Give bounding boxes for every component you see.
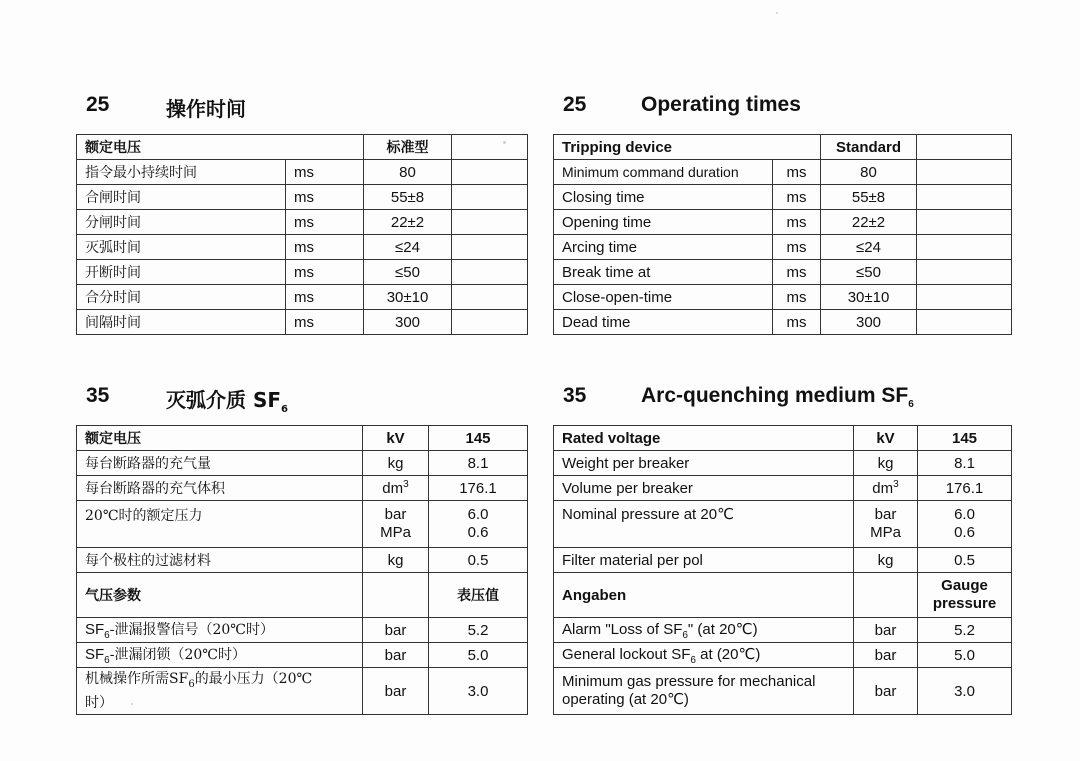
table-header-label: Tripping device [554,135,821,160]
table-cell-extra [452,235,528,260]
row-value: 300 [821,310,917,335]
row-label: Weight per breaker [554,451,854,476]
row-label: Break time at [554,260,773,285]
table-row [554,501,1012,548]
table-row [554,548,1012,573]
row-label: 气压参数 [77,573,363,618]
section-title-subscript: 6 [281,404,288,415]
section-title [166,384,288,415]
row-unit: bar [854,668,918,715]
unit-line: bar [384,506,407,523]
table-row [554,643,1012,668]
section-title [641,384,914,410]
row-label: 额定电压 [77,426,363,451]
unit-text: dm [382,480,404,497]
unit-text: dm [872,480,894,497]
table-row [554,476,1012,501]
unit-line: MPa [870,524,901,541]
row-unit: ms [773,185,821,210]
table-cell-extra [917,260,1012,285]
row-unit: ms [773,285,821,310]
table-row [554,285,1012,310]
label-post: -泄漏报警信号（20℃时） [109,622,274,639]
table-row [77,548,528,573]
table-row [77,501,528,548]
table-header-row [77,426,528,451]
label-pre: SF [85,621,105,639]
row-unit: kg [363,548,429,573]
section-35-cn-heading [86,384,288,415]
table-cell-extra [452,285,528,310]
row-label: Arcing time [554,235,773,260]
table-row [77,668,528,715]
table-cell-extra [917,210,1012,235]
section-title: 操作时间 [166,97,246,121]
row-unit: ms [286,185,364,210]
row-label: Nominal pressure at 20℃ [554,501,854,548]
label-pre: 机械操作所需SF [85,671,189,688]
row-label [554,618,854,643]
row-value: 80 [821,160,917,185]
row-value: ≤24 [364,235,452,260]
row-label [554,668,854,715]
row-label: 20℃时的额定压力 [77,501,363,548]
label-pre: Alarm "Loss of SF [562,620,683,638]
label-post: -泄漏闭锁（20℃时） [109,647,246,664]
table-cell-extra [452,185,528,210]
row-unit: bar [363,618,429,643]
value-line: Gauge [941,577,988,594]
row-label: 每个极柱的过滤材料 [77,548,363,573]
section-25-cn-heading [86,93,246,121]
label-subscript: 6 [104,629,110,641]
row-value: 22±2 [821,210,917,235]
row-value: 8.1 [918,451,1012,476]
row-unit [854,573,918,618]
label-pre: SF [85,646,105,664]
row-unit: ms [773,310,821,335]
label-post: at (20℃) [695,645,761,663]
table-section-row [77,573,528,618]
table-row [77,185,528,210]
table-cell-extra [917,185,1012,210]
table-row [77,260,528,285]
table-cell-extra [452,260,528,285]
label-subscript: 6 [690,654,696,666]
row-unit: ms [286,285,364,310]
row-label: Rated voltage [554,426,854,451]
table-row [554,668,1012,715]
value-line: 0.6 [954,524,975,541]
row-unit: ms [286,210,364,235]
row-label: 每台断路器的充气体积 [77,476,363,501]
label-subscript: 6 [682,629,688,641]
row-value: 30±10 [364,285,452,310]
table-cell-extra [917,310,1012,335]
table-row [77,310,528,335]
table-section-row [554,573,1012,618]
section-number: 25 [86,93,110,116]
row-label: 间隔时间 [77,310,286,335]
sf6-table-en [553,425,1012,715]
row-value: 30±10 [821,285,917,310]
row-label [77,668,363,715]
row-unit: ms [286,310,364,335]
row-unit: bar [854,618,918,643]
row-value: 3.0 [918,668,1012,715]
row-value: ≤24 [821,235,917,260]
value-line: 6.0 [467,506,489,523]
row-label: Angaben [554,573,854,618]
table-row [554,310,1012,335]
row-unit [854,476,918,501]
row-unit: ms [286,160,364,185]
row-value: 55±8 [364,185,452,210]
label-subscript: 6 [104,654,110,666]
row-label: Minimum command duration [554,160,773,185]
row-label: Close-open-time [554,285,773,310]
operating-times-table-en [553,134,1012,335]
table-row [77,160,528,185]
table-cell-extra [452,310,528,335]
row-value: ≤50 [821,260,917,285]
row-label: 每台断路器的充气量 [77,451,363,476]
label-pre: General lockout SF [562,645,691,663]
unit-superscript: 3 [403,479,409,490]
row-unit: kg [854,548,918,573]
section-35-en-heading [563,384,914,411]
label-line: 时） [85,694,113,711]
row-value: 表压值 [429,573,528,618]
row-value: 5.2 [429,618,528,643]
row-unit [854,501,918,548]
row-label [554,643,854,668]
unit-line: bar [874,506,897,523]
table-row [77,235,528,260]
row-value: 5.0 [918,643,1012,668]
table-row [554,235,1012,260]
row-value [918,501,1012,548]
table-cell-extra [917,160,1012,185]
table-row [554,160,1012,185]
table-header-row [554,135,1012,160]
row-value: 3.0 [429,668,528,715]
table-row [554,210,1012,235]
table-cell-extra [452,135,528,160]
table-row [554,618,1012,643]
table-cell-extra [452,160,528,185]
table-row [77,285,528,310]
row-unit: ms [773,235,821,260]
row-value: 5.0 [429,643,528,668]
label-subscript: 6 [188,678,195,690]
row-value: 5.2 [918,618,1012,643]
row-unit: ms [286,235,364,260]
section-title-main: 灭弧介质 SF [166,388,282,412]
scan-speck [503,141,506,144]
section-title: Operating times [641,93,801,116]
table-row [77,643,528,668]
section-number: 25 [563,93,587,116]
row-label [77,618,363,643]
table-cell-extra [917,235,1012,260]
row-label: 分闸时间 [77,210,286,235]
table-row [554,260,1012,285]
row-value: 145 [429,426,528,451]
row-unit: ms [773,210,821,235]
section-number: 35 [86,384,110,407]
row-value: 80 [364,160,452,185]
row-unit: bar [363,643,429,668]
operating-times-table-cn [76,134,528,335]
row-value: 8.1 [429,451,528,476]
table-cell-extra [917,285,1012,310]
row-unit: kg [854,451,918,476]
row-value: 176.1 [918,476,1012,501]
table-row [77,451,528,476]
row-label: Opening time [554,210,773,235]
section-title-main: Arc-quenching medium SF [641,384,909,407]
row-label: Filter material per pol [554,548,854,573]
table-header-value: 标准型 [364,135,452,160]
row-unit: bar [854,643,918,668]
row-value: 176.1 [429,476,528,501]
row-unit: bar [363,668,429,715]
unit-superscript: 3 [893,479,899,490]
row-label: 开断时间 [77,260,286,285]
sf6-table-cn [76,425,528,715]
row-unit [363,476,429,501]
label-post: " (at 20℃) [687,620,758,638]
row-value [918,573,1012,618]
scan-speck [776,12,778,14]
row-unit: ms [773,160,821,185]
value-line: 0.6 [467,524,489,541]
table-row [554,185,1012,210]
row-label [77,643,363,668]
row-value: 145 [918,426,1012,451]
row-value [429,501,528,548]
row-label: Dead time [554,310,773,335]
row-unit: ms [286,260,364,285]
row-label: 合分时间 [77,285,286,310]
label-line: Minimum gas pressure for mechanical [562,673,816,690]
scan-speck [131,703,133,705]
unit-line: MPa [380,524,411,541]
row-value: 300 [364,310,452,335]
table-cell-extra [917,135,1012,160]
table-header-value: Standard [821,135,917,160]
row-unit: kg [363,451,429,476]
label-post: 的最小压力（20℃ [194,671,313,688]
row-unit [363,501,429,548]
table-row [77,210,528,235]
row-value: 22±2 [364,210,452,235]
row-label: Closing time [554,185,773,210]
row-label: Volume per breaker [554,476,854,501]
table-row [554,451,1012,476]
table-cell-extra [452,210,528,235]
table-row [77,618,528,643]
row-unit [363,573,429,618]
row-value: 55±8 [821,185,917,210]
table-header-label: 额定电压 [77,135,364,160]
row-label: 指令最小持续时间 [77,160,286,185]
row-value: 0.5 [429,548,528,573]
table-header-row [554,426,1012,451]
row-label: 灭弧时间 [77,235,286,260]
row-unit: ms [773,260,821,285]
label-line: operating (at 20℃) [562,691,689,708]
value-line: 6.0 [954,506,975,523]
value-line: pressure [932,595,997,612]
table-row [77,476,528,501]
table-header-row [77,135,528,160]
row-value: 0.5 [918,548,1012,573]
row-unit: kV [854,426,918,451]
row-value: ≤50 [364,260,452,285]
section-number: 35 [563,384,587,407]
row-label: 合闸时间 [77,185,286,210]
section-title-subscript: 6 [908,399,914,411]
label-line [85,670,354,694]
section-25-en-heading [563,93,801,117]
row-unit: kV [363,426,429,451]
